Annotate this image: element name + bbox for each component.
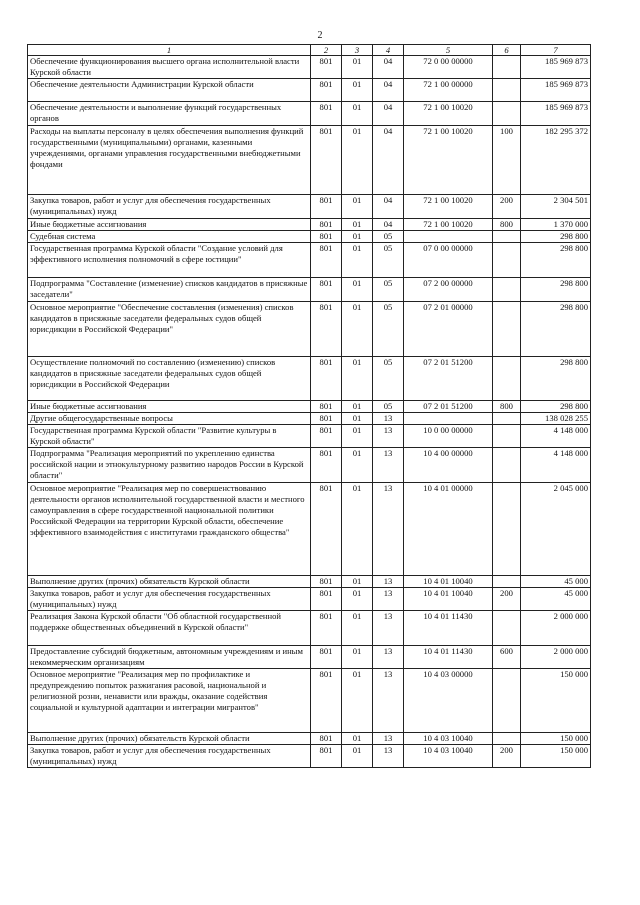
column-header-5: 5 <box>404 45 493 56</box>
section-code: 01 <box>342 448 373 483</box>
subsection-code: 04 <box>373 126 404 195</box>
amount: 2 045 000 <box>521 483 591 576</box>
target-article-code: 72 1 00 10020 <box>404 102 493 126</box>
budget-table <box>27 44 591 768</box>
table-row <box>28 588 591 611</box>
amount: 45 000 <box>521 576 591 588</box>
table-row <box>28 102 591 126</box>
target-article-code: 10 4 00 00000 <box>404 448 493 483</box>
subsection-code: 05 <box>373 357 404 401</box>
subsection-code: 05 <box>373 302 404 357</box>
target-article-code: 72 1 00 10020 <box>404 219 493 231</box>
amount: 2 304 501 <box>521 195 591 219</box>
ministry-code: 801 <box>311 102 342 126</box>
column-header-1: 1 <box>28 45 311 56</box>
table-row <box>28 611 591 646</box>
section-code: 01 <box>342 733 373 745</box>
section-code: 01 <box>342 231 373 243</box>
subsection-code: 13 <box>373 413 404 425</box>
table-row <box>28 56 591 79</box>
amount: 298 800 <box>521 302 591 357</box>
expense-type-code <box>493 611 521 646</box>
section-code: 01 <box>342 102 373 126</box>
subsection-code: 04 <box>373 219 404 231</box>
expense-type-code: 100 <box>493 126 521 195</box>
row-name: Реализация Закона Курской области "Об областной государственной поддержке общественных объединений в Курской области" <box>28 611 311 646</box>
target-article-code: 10 4 01 10040 <box>404 588 493 611</box>
amount: 2 000 000 <box>521 646 591 669</box>
section-code: 01 <box>342 302 373 357</box>
table-row <box>28 669 591 733</box>
ministry-code: 801 <box>311 278 342 302</box>
amount: 1 370 000 <box>521 219 591 231</box>
table-row <box>28 243 591 278</box>
row-name: Закупка товаров, работ и услуг для обеспечения государственных (муниципальных) нужд <box>28 195 311 219</box>
table-row <box>28 278 591 302</box>
row-name: Обеспечение деятельности и выполнение функций государственных органов <box>28 102 311 126</box>
section-code: 01 <box>342 745 373 768</box>
ministry-code: 801 <box>311 425 342 448</box>
row-name: Судебная система <box>28 231 311 243</box>
column-header-2: 2 <box>311 45 342 56</box>
amount: 4 148 000 <box>521 425 591 448</box>
table-row <box>28 745 591 768</box>
table-row <box>28 302 591 357</box>
header-row <box>28 45 591 56</box>
row-name: Расходы на выплаты персоналу в целях обеспечения выполнения функций государственными (муниципальными) органами, казенными учреждениями, органами управления государственными внебюджетными фондами <box>28 126 311 195</box>
ministry-code: 801 <box>311 231 342 243</box>
amount: 185 969 873 <box>521 102 591 126</box>
row-name: Обеспечение деятельности Администрации Курской области <box>28 79 311 102</box>
expense-type-code <box>493 56 521 79</box>
subsection-code: 13 <box>373 588 404 611</box>
ministry-code: 801 <box>311 219 342 231</box>
ministry-code: 801 <box>311 79 342 102</box>
table-row <box>28 401 591 413</box>
amount: 298 800 <box>521 401 591 413</box>
target-article-code: 72 1 00 10020 <box>404 195 493 219</box>
page-number: 2 <box>317 30 323 41</box>
table-row <box>28 195 591 219</box>
target-article-code: 07 2 01 00000 <box>404 302 493 357</box>
target-article-code: 10 4 01 11430 <box>404 611 493 646</box>
ministry-code: 801 <box>311 302 342 357</box>
section-code: 01 <box>342 483 373 576</box>
subsection-code: 05 <box>373 401 404 413</box>
amount: 182 295 372 <box>521 126 591 195</box>
section-code: 01 <box>342 611 373 646</box>
section-code: 01 <box>342 243 373 278</box>
section-code: 01 <box>342 576 373 588</box>
amount: 150 000 <box>521 733 591 745</box>
target-article-code <box>404 231 493 243</box>
row-name: Основное мероприятие "Реализация мер по совершенствованию деятельности органов исполнительной государственной власти и местного самоуправления в сфере государственной национальной политики Российской Федерации на территории Курской области, обеспечение эффективного взаимодействия с институтами гражданского общества" <box>28 483 311 576</box>
table-row <box>28 646 591 669</box>
amount: 2 000 000 <box>521 611 591 646</box>
table-row <box>28 126 591 195</box>
table-row <box>28 231 591 243</box>
target-article-code: 72 0 00 00000 <box>404 56 493 79</box>
table-row <box>28 576 591 588</box>
row-name: Иные бюджетные ассигнования <box>28 401 311 413</box>
row-name: Государственная программа Курской области "Создание условий для эффективного исполнения полномочий в сфере юстиции" <box>28 243 311 278</box>
section-code: 01 <box>342 425 373 448</box>
ministry-code: 801 <box>311 448 342 483</box>
target-article-code: 10 4 03 00000 <box>404 669 493 733</box>
section-code: 01 <box>342 646 373 669</box>
amount: 298 800 <box>521 278 591 302</box>
row-name: Подпрограмма "Реализация мероприятий по укреплению единства российской нации и этнокультурному развитию народов России в Курской области" <box>28 448 311 483</box>
target-article-code: 72 1 00 00000 <box>404 79 493 102</box>
subsection-code: 13 <box>373 611 404 646</box>
table-row <box>28 219 591 231</box>
expense-type-code <box>493 79 521 102</box>
subsection-code: 13 <box>373 425 404 448</box>
ministry-code: 801 <box>311 195 342 219</box>
section-code: 01 <box>342 56 373 79</box>
section-code: 01 <box>342 357 373 401</box>
target-article-code: 10 4 01 10040 <box>404 576 493 588</box>
expense-type-code: 200 <box>493 588 521 611</box>
ministry-code: 801 <box>311 733 342 745</box>
subsection-code: 04 <box>373 102 404 126</box>
amount: 150 000 <box>521 669 591 733</box>
target-article-code: 07 0 00 00000 <box>404 243 493 278</box>
subsection-code: 05 <box>373 278 404 302</box>
expense-type-code <box>493 483 521 576</box>
target-article-code: 10 4 01 00000 <box>404 483 493 576</box>
expense-type-code: 200 <box>493 745 521 768</box>
subsection-code: 04 <box>373 79 404 102</box>
expense-type-code: 200 <box>493 195 521 219</box>
section-code: 01 <box>342 195 373 219</box>
expense-type-code <box>493 243 521 278</box>
ministry-code: 801 <box>311 646 342 669</box>
target-article-code: 72 1 00 10020 <box>404 126 493 195</box>
row-name: Подпрограмма "Составление (изменение) списков кандидатов в присяжные заседатели" <box>28 278 311 302</box>
row-name: Основное мероприятие "Обеспечение составления (изменения) списков кандидатов в присяжные заседатели федеральных судов общей юрисдикции в Российской Федерации" <box>28 302 311 357</box>
subsection-code: 13 <box>373 646 404 669</box>
section-code: 01 <box>342 278 373 302</box>
section-code: 01 <box>342 79 373 102</box>
table-row <box>28 483 591 576</box>
table-row <box>28 79 591 102</box>
amount: 185 969 873 <box>521 56 591 79</box>
expense-type-code <box>493 733 521 745</box>
section-code: 01 <box>342 401 373 413</box>
expense-type-code: 800 <box>493 219 521 231</box>
expense-type-code <box>493 278 521 302</box>
expense-type-code: 800 <box>493 401 521 413</box>
ministry-code: 801 <box>311 126 342 195</box>
target-article-code: 07 2 00 00000 <box>404 278 493 302</box>
subsection-code: 13 <box>373 483 404 576</box>
ministry-code: 801 <box>311 357 342 401</box>
column-header-4: 4 <box>373 45 404 56</box>
row-name: Другие общегосударственные вопросы <box>28 413 311 425</box>
row-name: Закупка товаров, работ и услуг для обеспечения государственных (муниципальных) нужд <box>28 745 311 768</box>
ministry-code: 801 <box>311 588 342 611</box>
row-name: Выполнение других (прочих) обязательств Курской области <box>28 576 311 588</box>
ministry-code: 801 <box>311 483 342 576</box>
target-article-code: 10 4 01 11430 <box>404 646 493 669</box>
ministry-code: 801 <box>311 401 342 413</box>
table-row <box>28 357 591 401</box>
amount: 298 800 <box>521 357 591 401</box>
ministry-code: 801 <box>311 745 342 768</box>
target-article-code: 07 2 01 51200 <box>404 401 493 413</box>
row-name: Обеспечение функционирования высшего органа исполнительной власти Курской области <box>28 56 311 79</box>
row-name: Предоставление субсидий бюджетным, автономным учреждениям и иным некоммерческим организациям <box>28 646 311 669</box>
section-code: 01 <box>342 219 373 231</box>
target-article-code: 10 4 03 10040 <box>404 733 493 745</box>
target-article-code: 07 2 01 51200 <box>404 357 493 401</box>
ministry-code: 801 <box>311 611 342 646</box>
column-header-6: 6 <box>493 45 521 56</box>
expense-type-code <box>493 425 521 448</box>
amount: 138 028 255 <box>521 413 591 425</box>
amount: 4 148 000 <box>521 448 591 483</box>
section-code: 01 <box>342 126 373 195</box>
target-article-code: 10 0 00 00000 <box>404 425 493 448</box>
subsection-code: 05 <box>373 243 404 278</box>
section-code: 01 <box>342 588 373 611</box>
ministry-code: 801 <box>311 56 342 79</box>
expense-type-code <box>493 448 521 483</box>
subsection-code: 13 <box>373 733 404 745</box>
amount: 298 800 <box>521 243 591 278</box>
target-article-code: 10 4 03 10040 <box>404 745 493 768</box>
column-header-3: 3 <box>342 45 373 56</box>
row-name: Закупка товаров, работ и услуг для обеспечения государственных (муниципальных) нужд <box>28 588 311 611</box>
row-name: Государственная программа Курской области "Развитие культуры в Курской области" <box>28 425 311 448</box>
expense-type-code <box>493 576 521 588</box>
row-name: Выполнение других (прочих) обязательств Курской области <box>28 733 311 745</box>
expense-type-code <box>493 413 521 425</box>
row-name: Иные бюджетные ассигнования <box>28 219 311 231</box>
section-code: 01 <box>342 413 373 425</box>
table-body <box>28 56 591 768</box>
expense-type-code <box>493 302 521 357</box>
amount: 185 969 873 <box>521 79 591 102</box>
ministry-code: 801 <box>311 413 342 425</box>
subsection-code: 04 <box>373 56 404 79</box>
target-article-code <box>404 413 493 425</box>
expense-type-code <box>493 669 521 733</box>
subsection-code: 05 <box>373 231 404 243</box>
table-row <box>28 425 591 448</box>
subsection-code: 13 <box>373 745 404 768</box>
ministry-code: 801 <box>311 669 342 733</box>
subsection-code: 04 <box>373 195 404 219</box>
subsection-code: 13 <box>373 576 404 588</box>
ministry-code: 801 <box>311 576 342 588</box>
expense-type-code <box>493 102 521 126</box>
amount: 298 800 <box>521 231 591 243</box>
subsection-code: 13 <box>373 669 404 733</box>
row-name: Осуществление полномочий по составлению (изменению) списков кандидатов в присяжные заседатели федеральных судов общей юрисдикции в Российской Федерации <box>28 357 311 401</box>
subsection-code: 13 <box>373 448 404 483</box>
table-row <box>28 448 591 483</box>
row-name: Основное мероприятие "Реализация мер по профилактике и предупреждению попыток разжигания расовой, национальной и религиозной розни, ненависти или вражды, оказание содействия социальной и культурной адаптации и интеграции мигрантов" <box>28 669 311 733</box>
amount: 45 000 <box>521 588 591 611</box>
table-row <box>28 413 591 425</box>
expense-type-code <box>493 357 521 401</box>
expense-type-code <box>493 231 521 243</box>
ministry-code: 801 <box>311 243 342 278</box>
column-header-7: 7 <box>521 45 591 56</box>
expense-type-code: 600 <box>493 646 521 669</box>
amount: 150 000 <box>521 745 591 768</box>
section-code: 01 <box>342 669 373 733</box>
table-row <box>28 733 591 745</box>
